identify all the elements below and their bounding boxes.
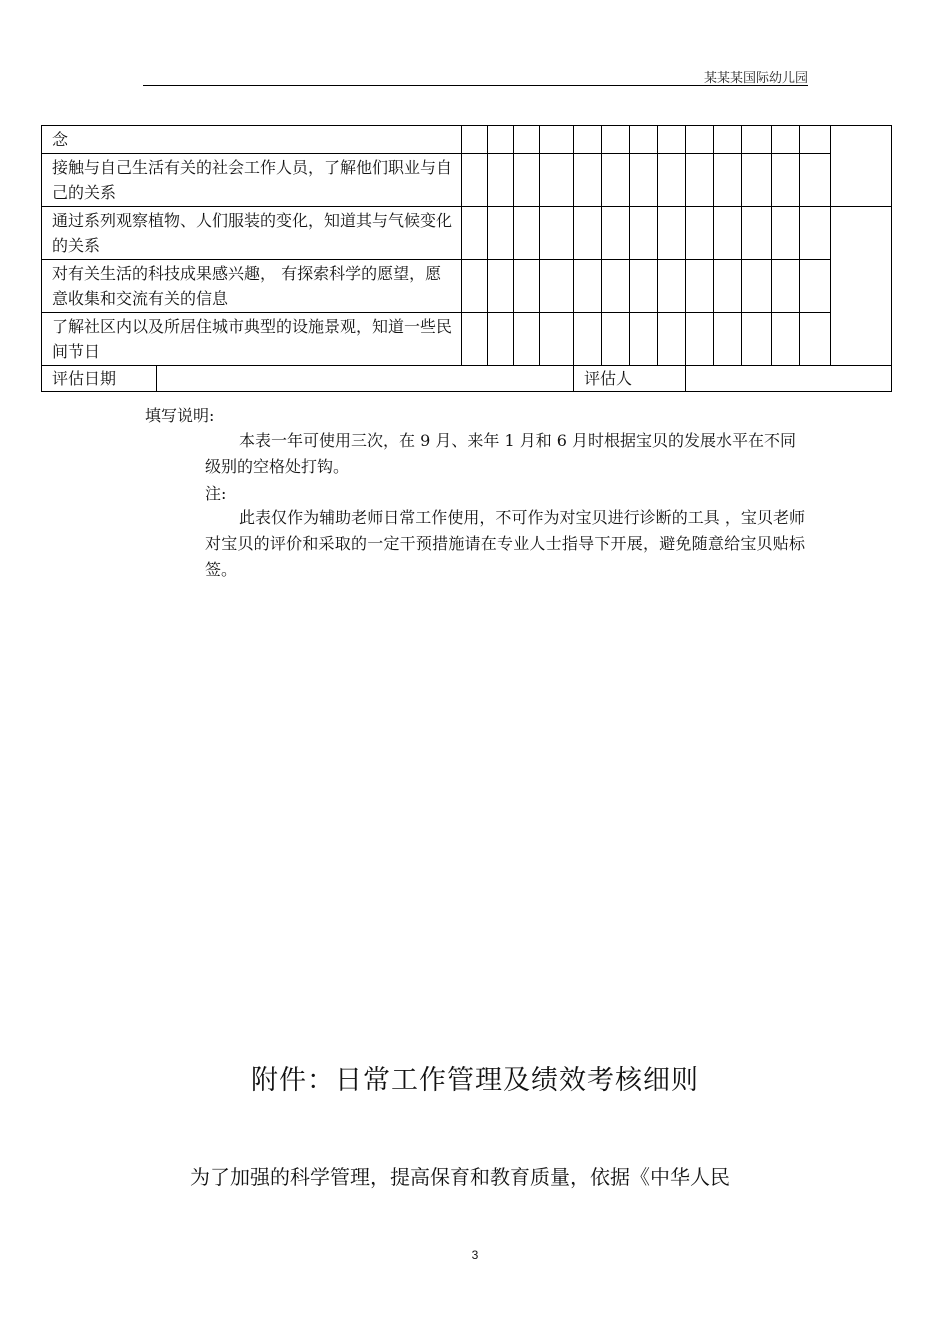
page-number: 3 (471, 1248, 479, 1262)
check-cell[interactable] (514, 207, 540, 260)
check-cell[interactable] (630, 154, 658, 207)
check-cell[interactable] (742, 126, 772, 154)
check-cell[interactable] (462, 154, 488, 207)
check-cell[interactable] (714, 126, 742, 154)
check-cell[interactable] (658, 313, 686, 366)
check-cell[interactable] (800, 313, 831, 366)
check-cell[interactable] (686, 260, 714, 313)
check-cell[interactable] (514, 313, 540, 366)
check-cell[interactable] (574, 207, 602, 260)
header-org-name: 某某某国际幼儿园 (703, 71, 808, 86)
note-text: 此表仅作为辅助老师日常工作使用，不可作为对宝贝进行诊断的工具 ，宝贝老师对宝贝的评价和采取的一定干预措施请在专业人士指导下开展，避免随意给宝贝贴标签。 (205, 508, 805, 579)
check-cell[interactable] (658, 126, 686, 154)
table-row (42, 154, 892, 207)
table-row (42, 260, 892, 313)
check-cell[interactable] (800, 154, 831, 207)
check-cell[interactable] (488, 126, 514, 154)
check-cell[interactable] (630, 260, 658, 313)
table-footer-row (42, 366, 892, 392)
check-cell[interactable] (574, 126, 602, 154)
check-cell[interactable] (772, 313, 800, 366)
check-cell[interactable] (800, 126, 831, 154)
check-cell[interactable] (772, 207, 800, 260)
check-cell[interactable] (462, 207, 488, 260)
check-cell[interactable] (514, 154, 540, 207)
side-cell (831, 207, 892, 366)
row-label: 对有关生活的科技成果感兴趣， 有探索科学的愿望，愿意收集和交流有关的信息 (42, 260, 462, 313)
table-row (42, 207, 892, 260)
check-cell[interactable] (630, 126, 658, 154)
check-cell[interactable] (540, 313, 574, 366)
check-cell[interactable] (686, 313, 714, 366)
date-field[interactable] (157, 366, 574, 392)
check-cell[interactable] (800, 207, 831, 260)
check-cell[interactable] (574, 154, 602, 207)
check-cell[interactable] (488, 154, 514, 207)
check-cell[interactable] (488, 313, 514, 366)
check-cell[interactable] (514, 126, 540, 154)
check-cell[interactable] (714, 207, 742, 260)
check-cell[interactable] (714, 154, 742, 207)
note-label: 注: (205, 484, 227, 503)
check-cell[interactable] (658, 154, 686, 207)
assessor-field[interactable] (686, 366, 892, 392)
row-label: 通过系列观察植物、人们服装的变化，知道其与气候变化的关系 (42, 207, 462, 260)
table-row (42, 126, 892, 154)
check-cell[interactable] (772, 154, 800, 207)
appendix-title: 附件：日常工作管理及绩效考核细则 (251, 1065, 699, 1096)
check-cell[interactable] (574, 313, 602, 366)
assessor-label: 评估人 (574, 366, 686, 392)
row-label: 念 (42, 126, 462, 154)
check-cell[interactable] (540, 154, 574, 207)
table-row (42, 313, 892, 366)
check-cell[interactable] (714, 260, 742, 313)
check-cell[interactable] (540, 260, 574, 313)
check-cell[interactable] (630, 207, 658, 260)
check-cell[interactable] (602, 260, 630, 313)
check-cell[interactable] (772, 260, 800, 313)
check-cell[interactable] (630, 313, 658, 366)
appendix-intro: 为了加强的科学管理，提高保育和教育质量，依据《中华人民 (190, 1165, 730, 1189)
check-cell[interactable] (800, 260, 831, 313)
check-cell[interactable] (742, 207, 772, 260)
check-cell[interactable] (540, 207, 574, 260)
instructions-title: 填写说明: (145, 406, 215, 425)
check-cell[interactable] (686, 207, 714, 260)
check-cell[interactable] (574, 260, 602, 313)
check-cell[interactable] (742, 313, 772, 366)
check-cell[interactable] (602, 313, 630, 366)
assessment-table (41, 125, 892, 392)
check-cell[interactable] (462, 126, 488, 154)
check-cell[interactable] (602, 154, 630, 207)
check-cell[interactable] (658, 260, 686, 313)
check-cell[interactable] (602, 126, 630, 154)
instructions-text: 本表一年可使用三次，在 9 月、来年 1 月和 6 月时根据宝贝的发展水平在不同级别的空格处打钩。 (205, 431, 797, 476)
check-cell[interactable] (488, 207, 514, 260)
check-cell[interactable] (658, 207, 686, 260)
check-cell[interactable] (714, 313, 742, 366)
check-cell[interactable] (462, 313, 488, 366)
check-cell[interactable] (686, 154, 714, 207)
check-cell[interactable] (540, 126, 574, 154)
check-cell[interactable] (514, 260, 540, 313)
check-cell[interactable] (602, 207, 630, 260)
check-cell[interactable] (686, 126, 714, 154)
row-label: 接触与自己生活有关的社会工作人员，了解他们职业与自己的关系 (42, 154, 462, 207)
check-cell[interactable] (742, 154, 772, 207)
header-divider (143, 85, 808, 86)
check-cell[interactable] (488, 260, 514, 313)
check-cell[interactable] (462, 260, 488, 313)
check-cell[interactable] (742, 260, 772, 313)
check-cell[interactable] (772, 126, 800, 154)
row-label: 了解社区内以及所居住城市典型的设施景观，知道一些民间节日 (42, 313, 462, 366)
date-label: 评估日期 (42, 366, 157, 392)
side-cell (831, 126, 892, 207)
